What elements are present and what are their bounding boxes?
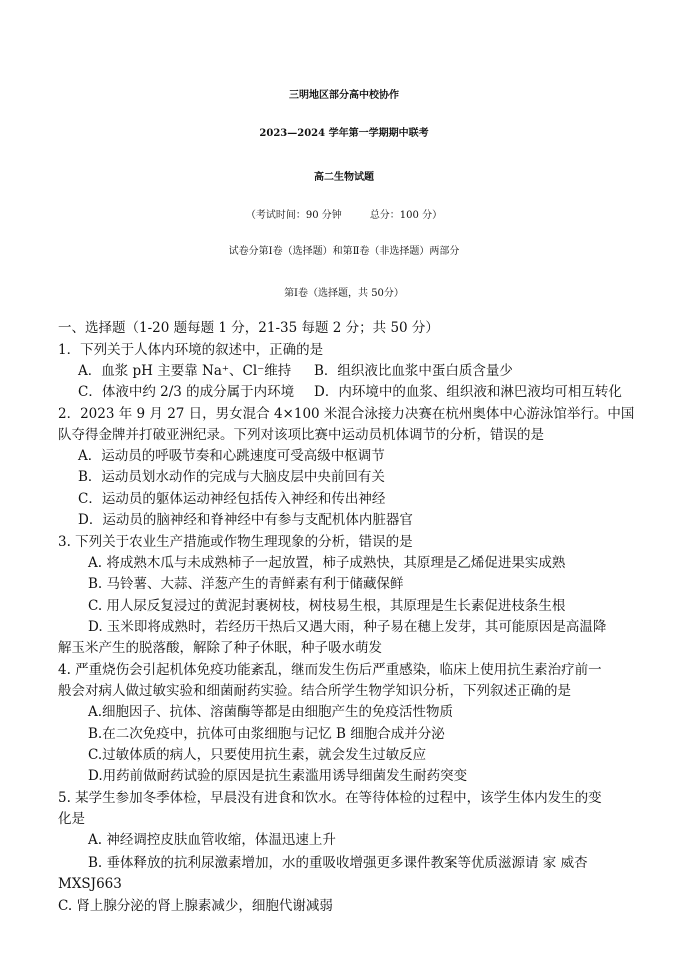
question-2-stem-line2: 队夺得金牌并打破亚洲纪录。下列对该项比赛中运动员机体调节的分析，错误的是 bbox=[58, 427, 544, 443]
question-4-stem-line1: 4. 严重烧伤会引起机体免疫功能紊乱，继而发生伤后严重感染，临床上使用抗生素治疗前一 bbox=[58, 662, 602, 678]
question-2-option-c: C．运动员的躯体运动神经包括传入神经和传出神经 bbox=[78, 491, 386, 507]
question-2-option-b: B．运动员划水动作的完成与大脑皮层中央前回有关 bbox=[78, 469, 385, 485]
question-1-option-b: B．组织液比血浆中蛋白质含量少 bbox=[314, 363, 513, 379]
question-3-option-d-line1: D. 玉米即将成熟时，若经历干热后又遇大雨，种子易在穗上发芽，其可能原因是高温降 bbox=[88, 619, 607, 635]
part1-heading: 第Ⅰ卷（选择题，共 50分） bbox=[284, 288, 404, 299]
question-2-option-a: A．运动员的呼吸节奏和心跳速度可受高级中枢调节 bbox=[78, 448, 385, 464]
section-heading: 一、选择题（1-20 题每题 1 分，21-35 每题 2 分；共 50 分） bbox=[58, 320, 439, 336]
question-4-option-a: A.细胞因子、抗体、溶菌酶等都是由细胞产生的免疫活性物质 bbox=[88, 704, 454, 720]
paper-structure: 试卷分第Ⅰ卷（选择题）和第Ⅱ卷（非选择题）两部分 bbox=[228, 246, 460, 257]
school-title: 三明地区部分高中校协作 bbox=[289, 90, 399, 101]
exam-total-score: 总分：100 分） bbox=[369, 210, 443, 221]
subject-title: 高二生物试题 bbox=[314, 172, 374, 183]
question-5-option-c: C. 肾上腺分泌的肾上腺素减少，细胞代谢减弱 bbox=[58, 898, 333, 914]
question-5-option-b-line1: B. 垂体释放的抗利尿激素增加，水的重吸收增强更多课件教案等优质滋源请 家 威杏 bbox=[88, 855, 588, 871]
question-5-stem-line2: 化是 bbox=[58, 811, 85, 827]
question-4-option-d: D.用药前做耐药试验的原因是抗生素滥用诱导细菌发生耐药突变 bbox=[88, 768, 468, 784]
question-5-stem-line1: 5. 某学生参加冬季体检，早晨没有进食和饮水。在等待体检的过程中，该学生体内发生的变 bbox=[58, 790, 602, 806]
question-1-option-a: A．血浆 pH 主要靠 Na⁺、Cl⁻维持 bbox=[78, 363, 292, 379]
question-3-option-c: C. 用人尿反复浸过的黄泥封裹树枝，树枝易生根，其原理是生长素促进枝条生根 bbox=[88, 598, 566, 614]
question-5-option-a: A. 神经调控皮肤血管收缩，体温迅速上升 bbox=[88, 832, 336, 848]
question-2-option-d: D．运动员的脑神经和脊神经中有参与支配机体内脏器官 bbox=[78, 512, 413, 528]
question-3-option-a: A. 将成熟木瓜与未成熟柿子一起放置，柿子成熟快，其原理是乙烯促进果实成熟 bbox=[88, 555, 566, 571]
question-3-option-b: B. 马铃薯、大蒜、洋葱产生的青鲜素有利于储藏保鲜 bbox=[88, 576, 404, 592]
question-3-stem: 3. 下列关于农业生产措施或作物生理现象的分析，错误的是 bbox=[58, 534, 413, 550]
question-4-option-b: B.在二次免疫中，抗体可由浆细胞与记忆 B 细胞合成并分泌 bbox=[88, 726, 445, 742]
question-3-option-d-line2: 解玉米产生的脱落酸，解除了种子休眠，种子吸水萌发 bbox=[58, 640, 382, 656]
exam-time: （考试时间：90 分钟 bbox=[245, 210, 342, 221]
question-1-stem: 1．下列关于人体内环境的叙述中，正确的是 bbox=[58, 342, 324, 358]
question-5-option-b-line2: MXSJ663 bbox=[58, 876, 122, 892]
exam-title: 2023—2024 学年第一学期期中联考 bbox=[259, 128, 429, 139]
question-4-option-c: C.过敏体质的病人，只要使用抗生素，就会发生过敏反应 bbox=[88, 747, 427, 763]
question-1-option-d: D．内环境中的血浆、组织液和淋巴液均可相互转化 bbox=[314, 384, 622, 400]
exam-info bbox=[0, 206, 688, 221]
question-2-stem-line1: 2．2023 年 9 月 27 日，男女混合 4×100 米混合泳接力决赛在杭州奥体中心游泳馆举行。中国 bbox=[58, 406, 635, 422]
question-4-stem-line2: 般会对病人做过敏实验和细菌耐药实验。结合所学生物学知识分析，下列叙述正确的是 bbox=[58, 683, 571, 699]
question-1-option-c: C．体液中约 2/3 的成分属于内环境 bbox=[78, 384, 295, 400]
